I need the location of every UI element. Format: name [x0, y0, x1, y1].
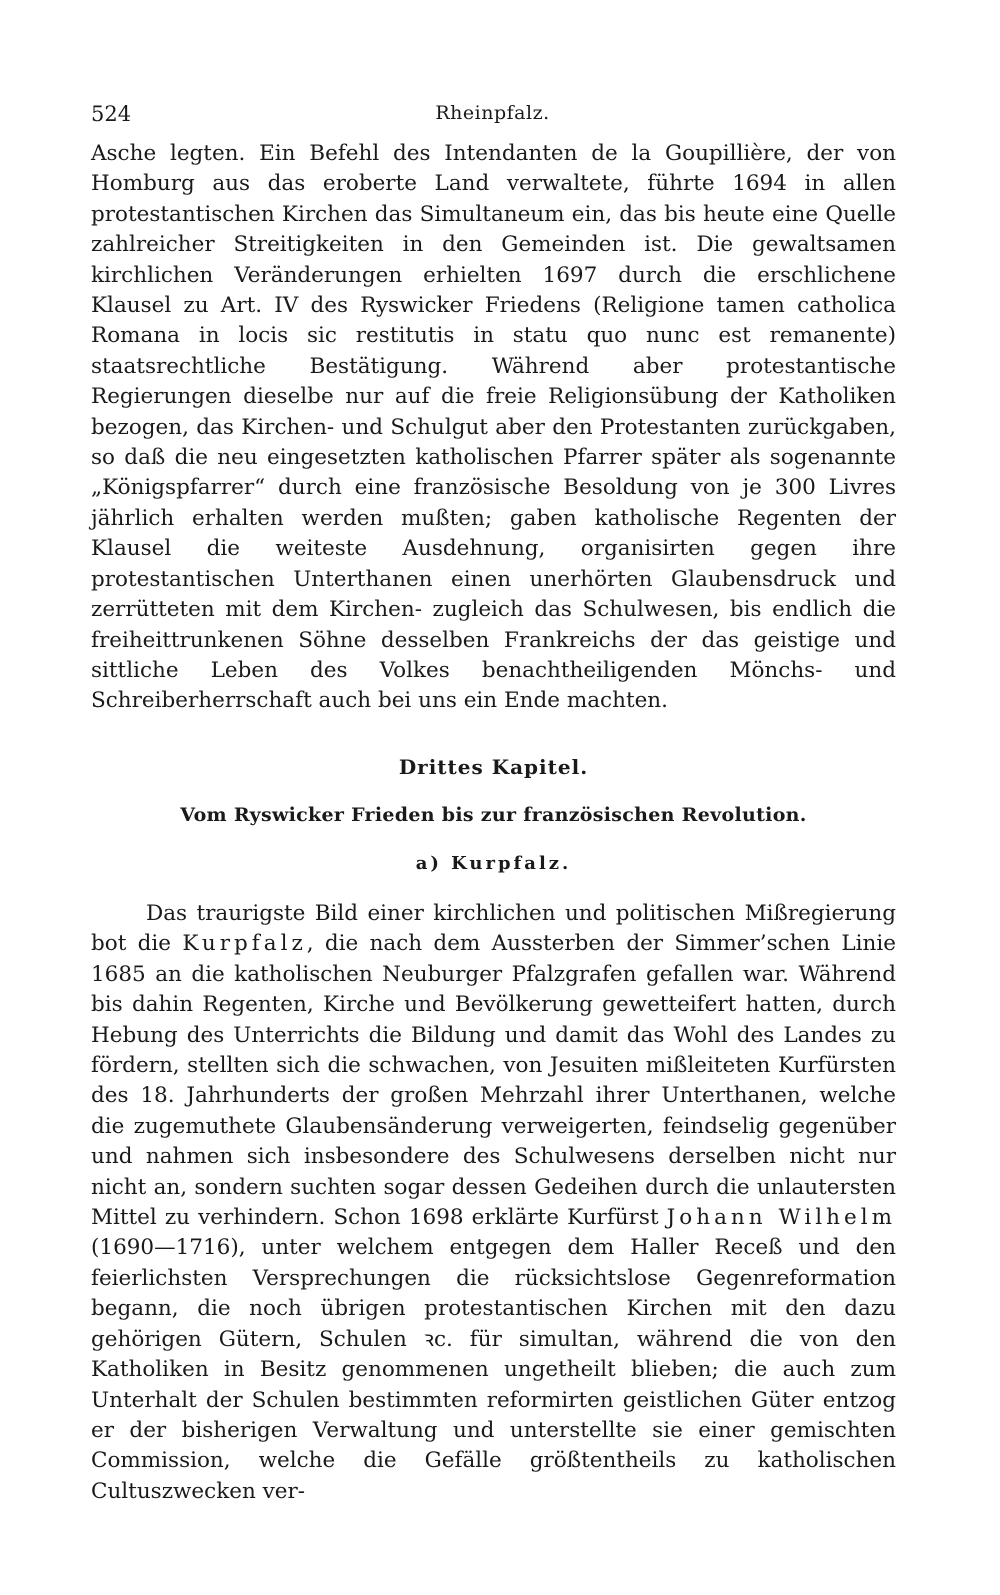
emphasis-johann-wilhelm: Johann Wilhelm: [666, 1205, 896, 1231]
paragraph-text: , die nach dem Aussterben der Simmer’schen Linie 1685 an die katholischen Neuburger Pfalzgrafen gefallen war. Während bis dahin Regenten, Kirche und Bevölkerung gewetteifert hatten, durch Hebung des Unterrichts die Bildung und damit das Wohl des Landes zu fördern, stellten sich die schwachen, von Jesuiten mißleiteten Kurfürsten des 18. Jahrhunderts der großen Mehrzahl ihrer Unterthanen, welche die zugemuthete Glaubensänderung verweigerten, feindselig gegenüber und nahmen sich insbesondere des Schulwesens derselben nicht nur nicht an, sondern suchten sogar dessen Gedeihen durch die unlautersten Mittel zu verhindern. Schon 1698 erklärte Kurfürst: [91, 931, 896, 1231]
paragraph-text: (1690—1716), unter welchem entgegen dem Haller Receß und den feierlichsten Versprechungen die rücksichtslose Gegenreformation begann, die noch übrigen protestantischen Kirchen mit den dazu gehörigen Gütern, Schulen ꝛc. für simultan, während die von den Katholiken in Besitz genommenen ungetheilt blieben; die auch zum Unterhalt der Schulen bestimmten reformirten geistlichen Güter entzog er der bisherigen Verwaltung und unterstellte sie einer gemischten Commission, welche die Gefälle größtentheils zu katholischen Cultuszwecken ver-: [91, 1235, 896, 1504]
paragraph-continued: Asche legten. Ein Befehl des Intendanten de la Goupillière, der von Homburg aus das eroberte Land verwaltete, führte 1694 in allen protestantischen Kirchen das Simultaneum ein, das bis heute eine Quelle zahlreicher Streitigkeiten in den Gemeinden ist. Die gewaltsamen kirchlichen Veränderungen erhielten 1697 durch die erschlichene Klausel zu Art. IV des Ryswicker Friedens (Religione tamen catholica Romana in locis sic restitutis in statu quo nunc est remanente) staatsrechtliche Bestätigung. Während aber protestantische Regierungen dieselbe nur auf die freie Religionsübung der Katholiken bezogen, das Kirchen- und Schulgut aber den Protestanten zurückgaben, so daß die neu eingesetzten katholischen Pfarrer später als sogenannte „Königspfarrer“ durch eine französische Besoldung von je 300 Livres jährlich erhalten werden mußten; gaben katholische Regenten der Klausel die weiteste Ausdehnung, organisirten gegen ihre protestantischen Unterthanen einen unerhörten Glaubensdruck und zerrütteten mit dem Kirchen- zugleich das Schulwesen, bis endlich die freiheittrunkenen Söhne desselben Frankreichs der das geistige und sittliche Leben des Volkes benachtheiligenden Mönchs- und Schreiberherrschaft auch bei uns ein Ende machten.: [91, 141, 896, 714]
emphasis-kurpfalz: Kurpfalz: [182, 931, 307, 957]
chapter-heading: Drittes Kapitel.: [398, 755, 589, 779]
paragraph-text: Das traurigste Bild einer kirchlichen und politischen Mißregierung bot die: [91, 901, 896, 957]
page-number: 524: [91, 102, 132, 126]
paragraph-kurpfalz: [91, 899, 896, 1507]
chapter-title: Vom Ryswicker Frieden bis zur französischen Revolution.: [180, 804, 807, 826]
page-header: [91, 98, 894, 132]
running-head: Rheinpfalz.: [435, 102, 550, 124]
subsection-heading: a) Kurpfalz.: [415, 853, 572, 874]
